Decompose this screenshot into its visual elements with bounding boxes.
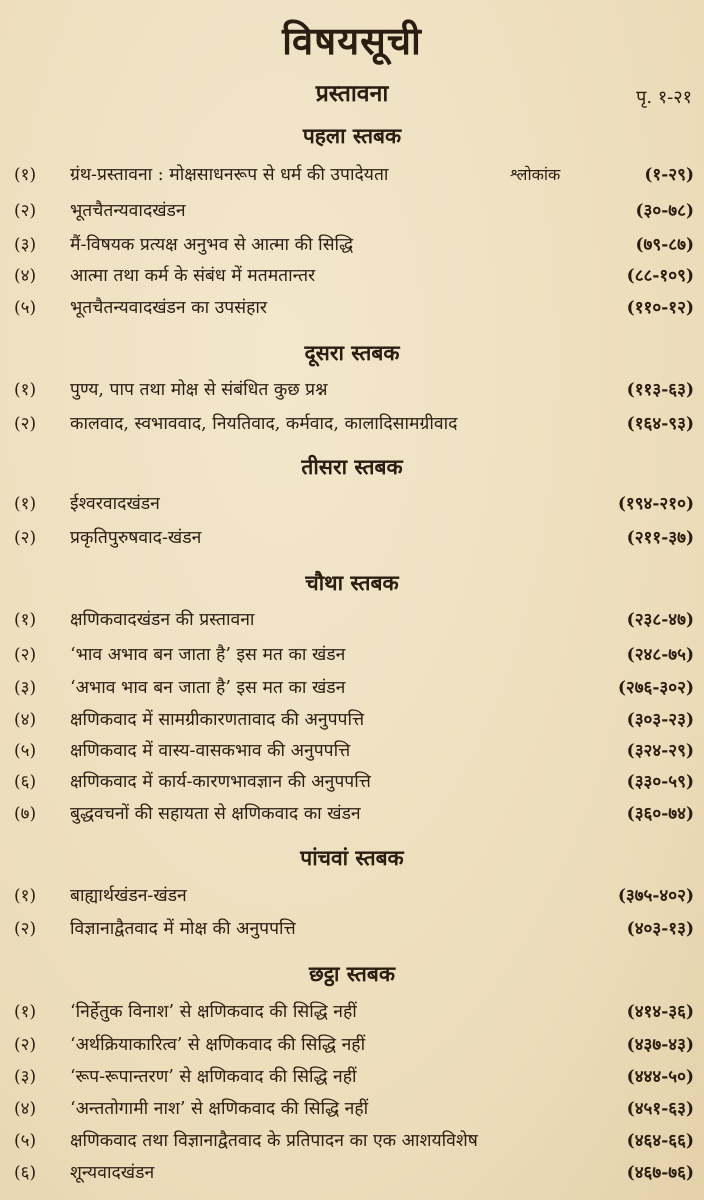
item-title: भूतचैतन्यवादखंडन — [70, 201, 186, 221]
item-title: प्रकृतिपुरुषवाद-खंडन — [70, 528, 202, 548]
item-title: ‘निर्हेतुक विनाश’ से क्षणिकवाद की सिद्धि नहीं — [70, 1002, 357, 1022]
verse-range: (१-२९) — [644, 165, 694, 185]
item-number: (२) — [14, 201, 37, 221]
item-number: (५) — [14, 741, 37, 761]
verse-range: (३०३-२३) — [626, 710, 694, 730]
item-title: ईश्वरवादखंडन — [70, 494, 160, 514]
toc-row — [14, 490, 694, 518]
toc-row — [14, 294, 694, 322]
item-number: (१) — [14, 494, 37, 514]
item-title: क्षणिकवाद में कार्य-कारणभावज्ञान की अनुपपत्ति — [70, 772, 371, 792]
item-number: (५) — [14, 1131, 37, 1151]
item-title: ‘रूप-रूपान्तरण’ से क्षणिकवाद की सिद्धि नहीं — [70, 1067, 357, 1087]
verse-range: (४४४-५०) — [626, 1067, 694, 1087]
toc-row — [14, 674, 694, 702]
toc-row — [14, 1031, 694, 1059]
section-heading: पांचवां स्तबक — [300, 845, 404, 870]
item-number: (३) — [14, 235, 37, 255]
item-title: ग्रंथ-प्रस्तावना : मोक्षसाधनरूप से धर्म की उपादेयता — [70, 165, 389, 185]
toc-row — [14, 737, 694, 765]
item-number: (२) — [14, 1035, 37, 1055]
verse-range: (४५१-६३) — [626, 1099, 694, 1119]
section-heading: दूसरा स्तबक — [304, 340, 400, 365]
toc-row — [14, 998, 694, 1026]
item-number: (२) — [14, 528, 37, 548]
item-title: बाह्यार्थखंडन-खंडन — [70, 886, 187, 906]
item-number: (४) — [14, 710, 37, 730]
page-title: विषयसूची — [282, 18, 422, 63]
toc-row — [14, 706, 694, 734]
section-heading: छट्ठा स्तबक — [309, 961, 395, 986]
item-title: पुण्य, पाप तथा मोक्ष से संबंधित कुछ प्रश्न — [70, 380, 328, 400]
item-title: बुद्धवचनों की सहायता से क्षणिकवाद का खंडन — [70, 804, 361, 824]
item-title: भूतचैतन्यवादखंडन का उपसंहार — [70, 298, 268, 318]
verse-range: (३२४-२९) — [626, 741, 694, 761]
item-title: आत्मा तथा कर्म के संबंध में मतमतान्तर — [70, 266, 316, 286]
item-number: (६) — [14, 1163, 37, 1183]
intro-heading: प्रस्तावना — [315, 80, 389, 107]
verse-range: (४१४-३६) — [626, 1002, 694, 1022]
verse-range: (४०३-१३) — [626, 919, 694, 939]
item-number: (१) — [14, 380, 37, 400]
verse-range: (२११-३७) — [626, 528, 694, 548]
toc-row — [14, 915, 694, 943]
item-number: (७) — [14, 804, 37, 824]
item-number: (१) — [14, 610, 37, 630]
section-heading: तीसरा स्तबक — [301, 454, 403, 479]
verse-range: (८८-१०९) — [626, 266, 694, 286]
item-number: (१) — [14, 886, 37, 906]
item-number: (३) — [14, 1067, 37, 1087]
item-number: (१) — [14, 1002, 37, 1022]
item-title: क्षणिकवादखंडन की प्रस्तावना — [70, 610, 255, 630]
item-title: क्षणिकवाद में सामग्रीकारणतावाद की अनुपपत्ति — [70, 710, 365, 730]
section-heading: पहला स्तबक — [302, 123, 402, 148]
toc-row — [14, 800, 694, 828]
toc-row — [14, 1095, 694, 1123]
item-number: (२) — [14, 645, 37, 665]
item-number: (२) — [14, 919, 37, 939]
toc-row — [14, 882, 694, 910]
verse-range: (२३८-४७) — [626, 610, 694, 630]
item-title: ‘अभाव भाव बन जाता है’ इस मत का खंडन — [70, 678, 346, 698]
toc-row — [14, 197, 694, 225]
verse-range: (३६०-७४) — [626, 804, 694, 824]
item-number: (५) — [14, 298, 37, 318]
item-number: (४) — [14, 266, 37, 286]
verse-range: (३३०-५९) — [626, 772, 694, 792]
toc-row — [14, 641, 694, 669]
toc-row — [14, 410, 694, 438]
verse-number-label: श्लोकांक — [510, 165, 561, 184]
verse-range: (४६७-७६) — [626, 1163, 694, 1183]
intro-page-range: पृ. १-२१ — [636, 87, 692, 108]
item-title: विज्ञानाद्वैतवाद में मोक्ष की अनुपपत्ति — [70, 919, 296, 939]
verse-range: (२७६-३०२) — [617, 678, 694, 698]
item-number: (१) — [14, 165, 37, 185]
toc-row — [14, 768, 694, 796]
verse-range: (४६४-६६) — [626, 1131, 694, 1151]
toc-row — [14, 1159, 694, 1187]
item-number: (२) — [14, 414, 37, 434]
verse-range: (३७५-४०२) — [617, 886, 694, 906]
item-title: ‘भाव अभाव बन जाता है’ इस मत का खंडन — [70, 645, 346, 665]
section-heading: चौथा स्तबक — [305, 570, 399, 595]
item-title: क्षणिकवाद में वास्य-वासकभाव की अनुपपत्ति — [70, 741, 351, 761]
item-number: (३) — [14, 678, 37, 698]
toc-row — [14, 1127, 694, 1155]
toc-row — [14, 231, 694, 259]
verse-range: (३०-७८) — [635, 201, 694, 221]
toc-row — [14, 262, 694, 290]
verse-range: (२४८-७५) — [626, 645, 694, 665]
toc-row — [14, 376, 694, 404]
verse-range: (७९-८७) — [635, 235, 694, 255]
item-number: (४) — [14, 1099, 37, 1119]
toc-row — [14, 524, 694, 552]
verse-range: (४३७-४३) — [626, 1035, 694, 1055]
verse-range: (११३-६३) — [626, 380, 694, 400]
toc-row — [14, 1063, 694, 1091]
toc-row — [14, 161, 694, 189]
item-title: ‘अन्ततोगामी नाश’ से क्षणिकवाद की सिद्धि नहीं — [70, 1099, 369, 1119]
item-title: क्षणिकवाद तथा विज्ञानाद्वैतवाद के प्रतिपादन का एक आशयविशेष — [70, 1131, 478, 1151]
item-title: मैं-विषयक प्रत्यक्ष अनुभव से आत्मा की सिद्धि — [70, 235, 354, 255]
item-number: (६) — [14, 772, 37, 792]
item-title: ‘अर्थक्रियाकारित्व’ से क्षणिकवाद की सिद्धि नहीं — [70, 1035, 366, 1055]
toc-row — [14, 606, 694, 634]
verse-range: (१६४-९३) — [626, 414, 694, 434]
verse-range: (१९४-२१०) — [617, 494, 694, 514]
item-title: शून्यवादखंडन — [70, 1163, 155, 1183]
verse-range: (११०-१२) — [626, 298, 694, 318]
item-title: कालवाद, स्वभाववाद, नियतिवाद, कर्मवाद, कालादिसामग्रीवाद — [70, 414, 458, 434]
